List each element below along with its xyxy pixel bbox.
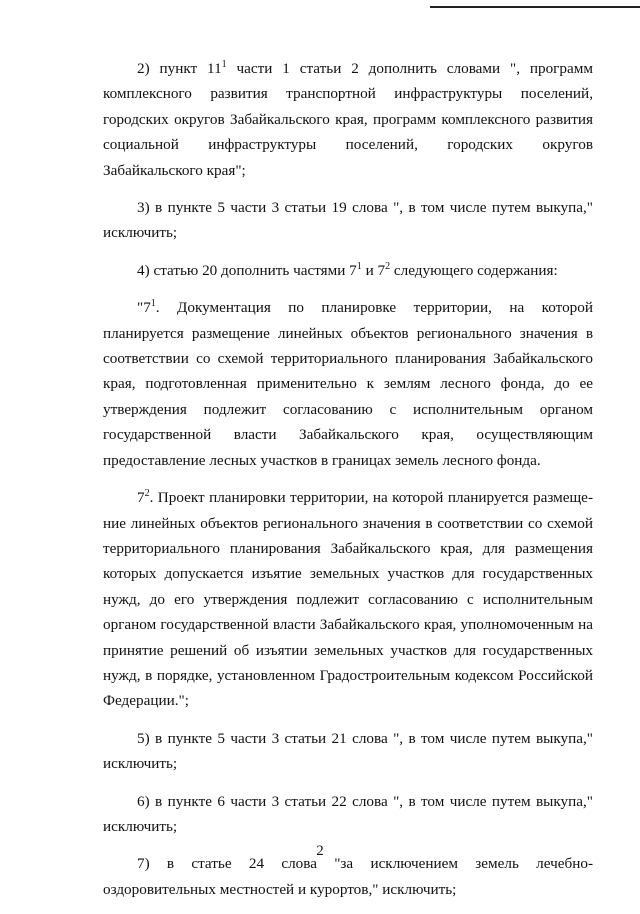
text-segment: 5) в пункте 5 части 3 статьи 21 слова ", в том числе путем выкупа," исключить; bbox=[103, 729, 593, 773]
superscript: 2 bbox=[385, 260, 391, 272]
text-segment: . Документация по планировке территории, на которой планируется размещение линейных объектов регионального значения в соответствии со схемой территориального планирования Забайкальского края, подготовленная применительно к землям лесного фонда, до ее утверждения подлежит согласованию с исполнительным органом государственной власти Забайкальского края, осуществляющим предоставление лесных участков в границах земель лесного фонда. bbox=[103, 299, 593, 469]
text-segment: 2) пункт 11 bbox=[137, 60, 222, 77]
paragraph bbox=[103, 295, 593, 473]
paragraph bbox=[103, 195, 593, 246]
superscript: 1 bbox=[356, 260, 362, 272]
page-number: 2 bbox=[316, 843, 324, 859]
superscript: 2 bbox=[144, 488, 150, 500]
paragraph bbox=[103, 485, 593, 714]
text-segment: части 1 статьи 2 дополнить словами ", программ комплексного развития транспортной инфраструктуры поселений, городских округов Забайкальского края, программ комплексного развития социальной инфраструктуры поселений, городских округов Забайкальского края"; bbox=[103, 60, 593, 179]
text-segment: 6) в пункте 6 части 3 статьи 22 слова ", в том числе путем выкупа," исключить; bbox=[103, 792, 593, 835]
text-segment: 7 bbox=[137, 489, 145, 507]
text-segment: 3) в пункте 5 части 3 статьи 19 слова ", в том числе путем выкупа," исключить; bbox=[103, 199, 593, 242]
paragraph bbox=[103, 789, 593, 840]
paragraph bbox=[103, 258, 593, 283]
text-segment: следующего содержания: bbox=[390, 261, 558, 279]
header-rule bbox=[430, 6, 640, 8]
superscript: 1 bbox=[221, 59, 227, 70]
text-segment: . Проект планировки территории, на которой планируется размещение линейных объектов регионального значения в соответствии со схемой территориального планирования Забайкальского края, для размещения которых допускается изъятие земельных участков для государственных нужд, до его утверждения подлежит согласованию с исполнительным органом государственной власти Забайкальского края, уполномоченным на принятие решений об изъятии земельных участков для государственных нужд, в порядке, установленном Градостроительным кодексом Российской Федерации."; bbox=[103, 489, 593, 710]
paragraph bbox=[103, 56, 593, 183]
text-segment: и 7 bbox=[361, 261, 386, 279]
paragraph bbox=[103, 726, 593, 777]
text-segment: 7) в статье 24 слова "за исключением земель лечебно-оздоровительных местностей и курортов," исключить; bbox=[103, 855, 593, 898]
document-body bbox=[103, 56, 593, 914]
superscript: 1 bbox=[150, 298, 156, 310]
text-segment: "7 bbox=[137, 299, 151, 317]
text-segment: 4) статью 20 дополнить частями 7 bbox=[137, 261, 357, 279]
